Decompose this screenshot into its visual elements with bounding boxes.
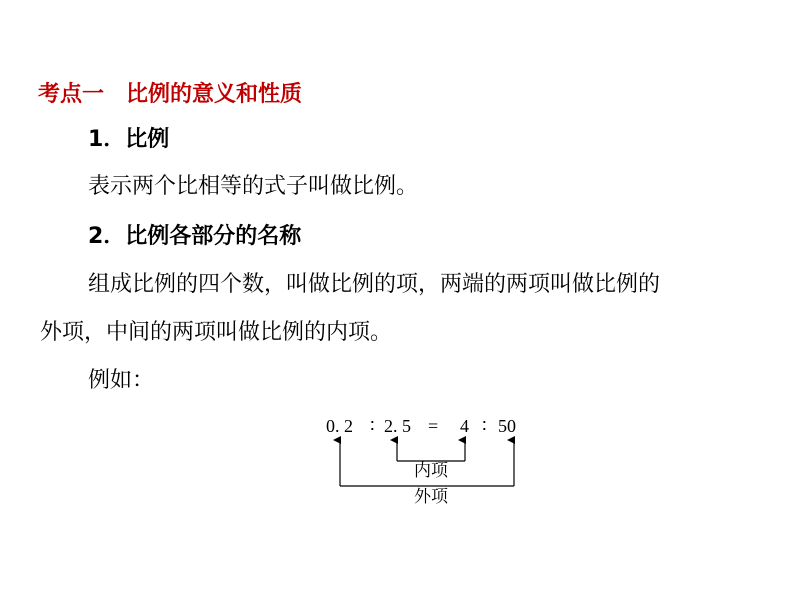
item-1-heading: 1．比例 xyxy=(88,127,170,152)
equals-sign: = xyxy=(428,416,439,436)
section-prefix: 考点一 xyxy=(38,82,105,107)
term-1: 0. 2 xyxy=(326,416,353,436)
term-4: 50 xyxy=(498,416,516,436)
section-title: 比例的意义和性质 xyxy=(126,82,303,107)
colon-1: ∶ xyxy=(370,416,375,436)
item-2-paragraph-line-1: 组成比例的四个数，叫做比例的项，两端的两项叫做比例的 xyxy=(88,272,661,297)
outer-label: 外项 xyxy=(414,487,448,506)
item-2-paragraph-line-2: 外项，中间的两项叫做比例的内项。 xyxy=(40,320,393,345)
item-1-paragraph: 表示两个比相等的式子叫做比例。 xyxy=(88,174,419,199)
section-heading xyxy=(38,80,302,110)
term-2: 2. 5 xyxy=(384,416,411,436)
item-2-heading: 2．比例各部分的名称 xyxy=(88,224,302,249)
colon-2: ∶ xyxy=(482,416,487,436)
inner-bracket xyxy=(397,440,465,461)
example-label: 例如： xyxy=(88,368,155,393)
term-3: 4 xyxy=(460,416,469,436)
proportion-diagram xyxy=(318,408,538,518)
inner-label: 内项 xyxy=(414,461,448,480)
